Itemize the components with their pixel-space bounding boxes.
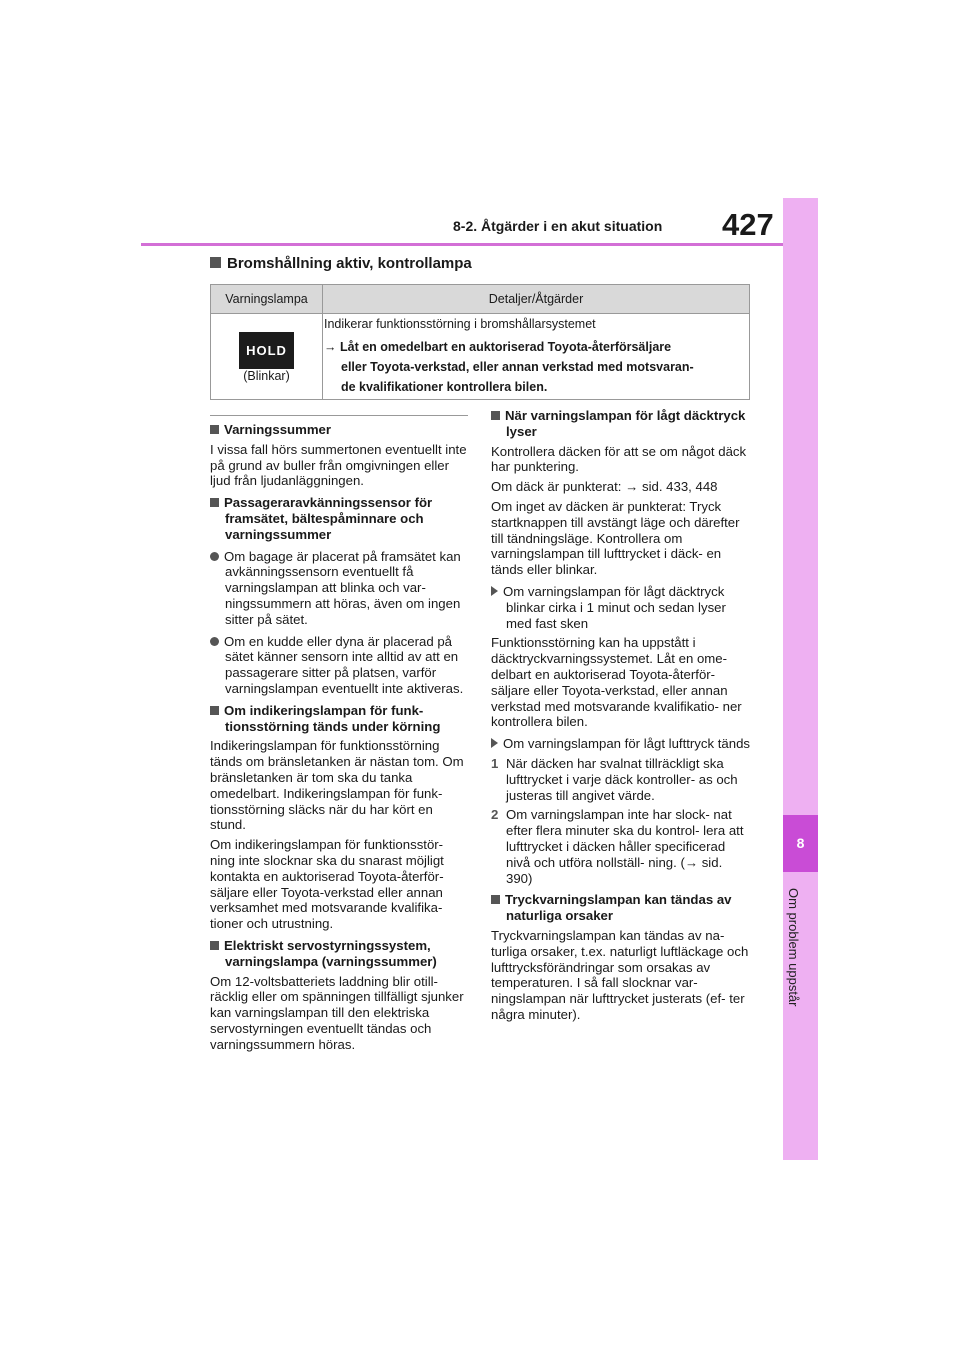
step-number: 1 [491, 755, 499, 771]
right-column [491, 408, 751, 1023]
numbered-step: 2 Om varningslampan inte har slock- nat efter flera minuter ska du kontrol- lera att lufttrycket i däcken håller specificerad nivå och utföra nollställ- ning. (→ sid. 390) [491, 807, 744, 886]
subheading: När varningslampan för lågt däcktryck lyser [491, 408, 751, 440]
left-column [210, 422, 470, 1052]
subheading: Om indikeringslampan för funk- tionsstörning tänds under körning [210, 703, 470, 735]
column-separator [210, 415, 468, 416]
square-bullet-icon [210, 706, 219, 715]
paragraph: Om 12-voltsbatteriets laddning blir otill- räcklig eller om spänningen tillfälligt sjunker kan varningslampan till den elektriska servostyrningen eventuellt tändas och varningssummern höras. [210, 973, 464, 1052]
paragraph: Om inget av däcken är punkterat: Tryck startknappen till avstängt läge och därefter till tändningsläge. Kontrollera om varningslampan till lufttrycket i däck- en tänds eller blinkar. [491, 498, 740, 578]
numbered-step: 1 När däcken har svalnat tillräckligt ska lufttrycket i varje däck kontroller- as och justeras till angivet värde. [491, 755, 738, 803]
square-bullet-icon [491, 895, 500, 904]
page-number: 427 [722, 207, 774, 242]
icon-caption: (Blinkar) [243, 369, 290, 383]
square-bullet-icon [210, 941, 219, 950]
table-header-row [211, 285, 749, 314]
hold-lamp-icon: HOLD [239, 332, 294, 369]
section-heading: 8-2. Åtgärder i en akut situation [453, 218, 663, 234]
warning-lamp-table [210, 284, 750, 400]
table-detail-text: Indikerar funktionsstörning i bromshållarsystemet [324, 317, 596, 331]
section-title: Bromshållning aktiv, kontrollampa [210, 255, 472, 272]
paragraph: Tryckvarningslampan kan tändas av na- turliga orsaker, t.ex. naturligt luftläckage och lufttrycksförändringar som orsakas av temperaturen. I så fall slocknar var- ningslampan när lufttrycket justerats (ef- ter några minuter). [491, 927, 749, 1022]
list-item: Om en kudde eller dyna är placerad på sätet känner sensorn inte alltid av att en passagerare sitter på platsen, varför varningslampan eventuellt inte aktiveras. [210, 634, 470, 697]
subheading: Tryckvarningslampan kan tändas av naturliga orsaker [491, 892, 751, 924]
header-rule [141, 243, 784, 246]
chapter-side-tab [783, 198, 818, 1160]
table-action-text: → Låt en omedelbart en auktoriserad Toyota-återförsäljare eller Toyota-verkstad, eller annan verkstad med motsvaran- de kvalifikationer kontrollera bilen. [324, 340, 694, 394]
paragraph: Indikeringslampan för funktionsstörning tänds om bränsletanken är nästan tom. Om bränsletanken är tom ska du tanka omedelbart. Indikeringslampan för funk- tionsstörning släcks när du har kört en stund. [210, 738, 464, 833]
list-item: Om varningslampan för lågt lufttryck tänds [491, 736, 751, 752]
list-item: Om bagage är placerat på framsätet kan avkänningssensorn eventuellt få varningslampan att blinka och var- ningssummern att höras, även om ingen sitter på sätet. [210, 549, 470, 628]
subheading: Elektriskt servostyrningssystem, varningslampa (varningssummer) [210, 938, 470, 970]
paragraph: Funktionsstörning kan ha uppstått i däcktryckvarningssystemet. Låt en ome- delbart en auktoriserad Toyota-återför- säljare eller Toyota-verkstad, eller annan verkstad med motsvarande kvalifikatio- ner kontrollera bilen. [491, 635, 742, 730]
subheading: Varningssummer [210, 422, 470, 438]
table-header-details: Detaljer/Åtgärder [488, 292, 584, 306]
step-number: 2 [491, 807, 499, 823]
square-bullet-icon [210, 498, 219, 507]
square-bullet-icon [491, 411, 500, 420]
paragraph: Om indikeringslampan för funktionsstör- ning inte slocknar ska du snarast möjligt kontakta en auktoriserad Toyota-återför- säljare eller Toyota-verkstad eller annan verksamhet med motsvarande kvalifika- tioner och utrustning. [210, 837, 444, 932]
paragraph: Kontrollera däcken för att se om något däck har punktering. [491, 443, 747, 475]
paragraph: I vissa fall hörs summertonen eventuellt inte på grund av buller från omgivningen eller ljud från ljudanläggningen. [210, 441, 467, 489]
triangle-bullet-icon [491, 586, 498, 596]
triangle-bullet-icon [491, 738, 498, 748]
subheading: Passageraravkänningssensor för framsätet, bältespåminnare och varningssummer [210, 495, 470, 542]
list-item: Om varningslampan för lågt däcktryck blinkar cirka i 1 minut och sedan lyser med fast sken [491, 584, 751, 631]
square-bullet-icon [210, 257, 221, 268]
circle-bullet-icon [210, 552, 219, 561]
square-bullet-icon [210, 425, 219, 434]
arrow-icon: → [324, 340, 337, 354]
circle-bullet-icon [210, 637, 219, 646]
chapter-label: Om problem uppstår [786, 888, 801, 1007]
chapter-number: 8 [783, 815, 818, 872]
table-header-lamp: Varningslampa [211, 285, 323, 313]
table-column-divider [322, 313, 323, 399]
paragraph: Om däck är punkterat: → sid. 433, 448 [491, 479, 718, 495]
